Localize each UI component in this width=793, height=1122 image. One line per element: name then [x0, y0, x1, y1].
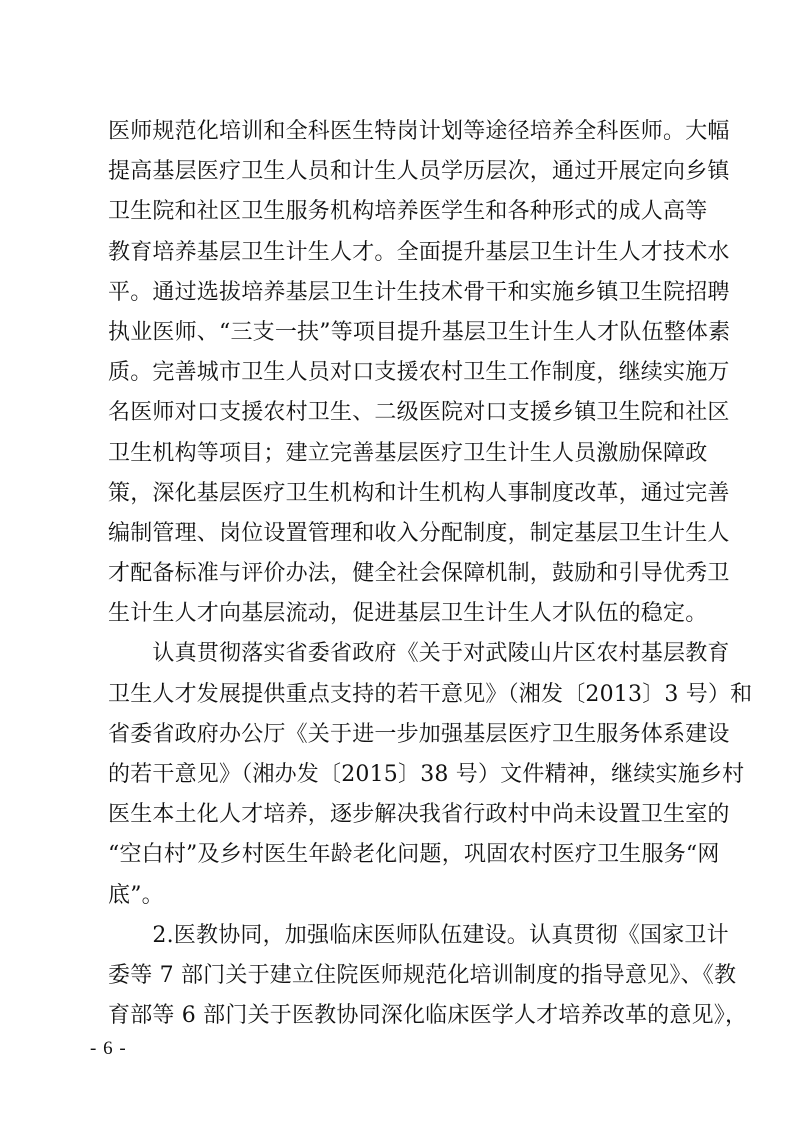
text-line: 医生本土化人才培养，逐步解决我省行政村中尚未设置卫生室的 — [108, 802, 730, 828]
text-line: 认真贯彻落实省委省政府《关于对武陵山片区农村基层教育 — [108, 641, 730, 667]
text-line: 才配备标准与评价办法，健全社会保障机制，鼓励和引导优秀卫 — [108, 561, 730, 587]
body-text — [108, 112, 753, 1036]
text-line: 的若干意见》（湘办发〔2015〕38 号）文件精神，继续实施乡村 — [108, 762, 745, 787]
text-line: “空白村”及乡村医生年龄老化问题，巩固农村医疗卫生服务“网 — [108, 842, 720, 868]
text-line: 提高基层医疗卫生人员和计生人员学历层次，通过开展定向乡镇 — [108, 159, 730, 185]
text-line: 医师规范化培训和全科医生特岗计划等途径培养全科医师。大幅 — [108, 119, 730, 144]
text-line: 编制管理、岗位设置管理和收入分配制度，制定基层卫生计生人 — [108, 520, 730, 546]
text-line: 卫生院和社区卫生服务机构培养医学生和各种形式的成人高等 — [108, 199, 708, 225]
text-line: 育部等 6 部门关于医教协同深化临床医学人才培养改革的意见》， — [108, 1003, 748, 1029]
text-line: 省委省政府办公厅《关于进一步加强基层医疗卫生服务体系建设 — [108, 721, 730, 747]
text-line: 教育培养基层卫生计生人才。全面提升基层卫生计生人才技术水 — [108, 239, 730, 265]
text-line: 质。完善城市卫生人员对口支援农村卫生工作制度，继续实施万 — [108, 360, 730, 386]
text-line: 委等 7 部门关于建立住院医师规范化培训制度的指导意见》、《教 — [108, 962, 737, 988]
text-line: 卫生人才发展提供重点支持的若干意见》（湘发〔2013〕3 号）和 — [108, 681, 753, 707]
text-line: 底”。 — [108, 882, 164, 908]
text-line: 名医师对口支援农村卫生、二级医院对口支援乡镇卫生院和社区 — [108, 400, 730, 426]
text-line: 生计生人才向基层流动，促进基层卫生计生人才队伍的稳定。 — [108, 601, 708, 627]
text-line: 平。通过选拔培养基层卫生计生技术骨干和实施乡镇卫生院招聘 — [108, 279, 730, 305]
text-line: 卫生机构等项目；建立完善基层医疗卫生计生人员激励保障政 — [108, 440, 708, 466]
text-line: 策，深化基层医疗卫生机构和计生机构人事制度改革，通过完善 — [108, 480, 730, 506]
text-line: 2.医教协同，加强临床医师队伍建设。认真贯彻《国家卫计 — [108, 922, 729, 948]
page-number: - 6 - — [90, 1038, 127, 1059]
text-line: 执业医师、“三支一扶”等项目提升基层卫生计生人才队伍整体素 — [108, 319, 731, 345]
